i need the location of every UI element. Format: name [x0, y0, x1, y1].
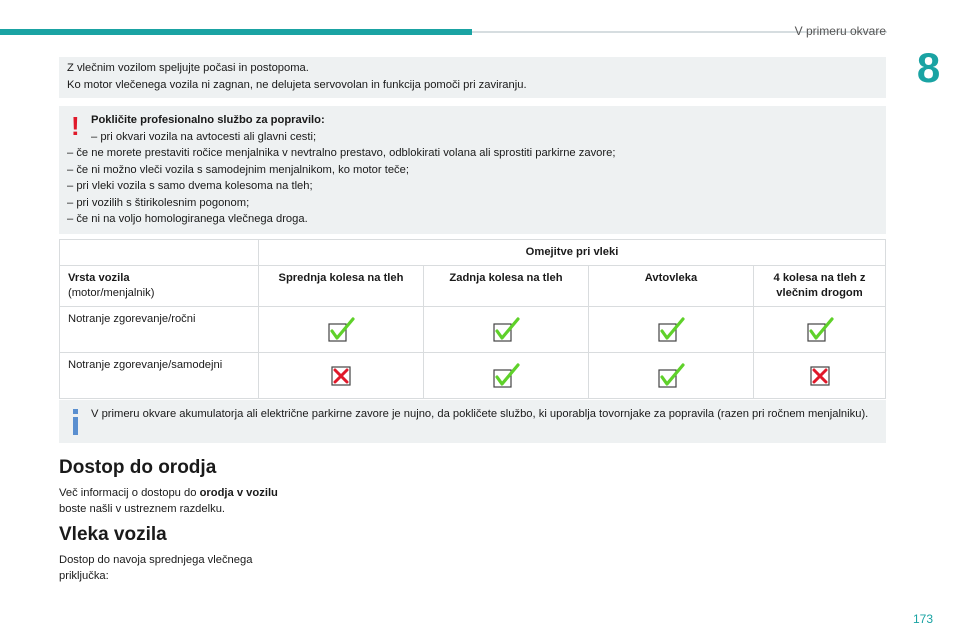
check-icon: [491, 317, 521, 343]
table-icon-cell: [259, 353, 424, 399]
table-row: [60, 307, 886, 353]
cross-icon: [809, 365, 831, 387]
cross-icon: [330, 365, 352, 387]
table-header-row: [60, 266, 886, 307]
page-number: 173: [912, 612, 933, 626]
section-title-tow: Vleka vozila: [59, 524, 167, 545]
warning-item: – če ne morete prestaviti ročice menjalnika v nevtralno prestavo, odblokirati volana ali sprostiti parkirne zavore;: [67, 147, 616, 159]
check-icon: [491, 363, 521, 389]
check-icon: [326, 317, 356, 343]
table-icon-cell: [589, 353, 754, 399]
info-text: V primeru okvare akumulatorja ali električne parkirne zavore je nujno, da pokličete službo, ki uporablja tovornjake za popravila (razen pri ročnem menjalniku).: [91, 408, 869, 420]
info-icon: [73, 409, 79, 435]
column-header-rear-wheels: Zadnja kolesa na tleh: [424, 266, 589, 307]
note-warning: [59, 106, 886, 234]
towing-restrictions-table: [59, 239, 886, 399]
running-header: V primeru okvare: [794, 24, 886, 38]
warning-item: – pri vleki vozila s samo dvema kolesoma na tleh;: [67, 180, 313, 192]
check-icon: [656, 363, 686, 389]
section-title-tools: Dostop do orodja: [59, 457, 217, 478]
note-info: [59, 400, 886, 443]
tools-text-before: Več informacij o dostopu do: [59, 487, 200, 499]
warning-item: – če ni na voljo homologiranega vlečnega droga.: [67, 213, 308, 225]
check-icon: [805, 317, 835, 343]
table-icon-cell: [754, 307, 886, 353]
header-accent-bar: [0, 29, 472, 35]
table-corner-cell: [60, 240, 259, 266]
table-group-header: Omejitve pri vleki: [259, 240, 886, 266]
column-header-front-wheels: Sprednja kolesa na tleh: [259, 266, 424, 307]
table-icon-cell: [424, 353, 589, 399]
check-icon: [656, 317, 686, 343]
warning-item: – pri okvari vozila na avtocesti ali glavni cesti;: [91, 130, 317, 143]
note-plain-line-2: Ko motor vlečenega vozila ni zagnan, ne delujeta servovolan in funkcija pomoči pri zaviranju.: [67, 78, 527, 91]
row-header-title: Vrsta vozila: [68, 272, 130, 284]
section-text-tools: [59, 485, 319, 517]
row-header-subtitle: (motor/menjalnik): [68, 287, 155, 299]
table-row-header: [60, 266, 259, 307]
section-text-tow: Dostop do navoja sprednjega vlečnega priključka:: [59, 554, 253, 582]
tools-text-link: orodja v vozilu: [199, 487, 278, 499]
table-icon-cell: [754, 353, 886, 399]
note-plain-line-1: Z vlečnim vozilom speljujte počasi in postopoma.: [67, 62, 309, 74]
table-row: [60, 353, 886, 399]
column-header-four-wheels: 4 kolesa na tleh z vlečnim drogom: [754, 266, 886, 307]
table-group-header-row: [60, 240, 886, 266]
table-icon-cell: [424, 307, 589, 353]
warning-exclamation-icon: !: [71, 111, 80, 141]
warning-item: – če ni možno vleči vozila s samodejnim menjalnikom, ko motor teče;: [67, 163, 409, 176]
table-icon-cell: [259, 307, 424, 353]
tools-text-after: boste našli v ustreznem razdelku.: [59, 503, 226, 515]
table-row-label: Notranje zgorevanje/ročni: [60, 307, 259, 353]
column-header-tow-truck: Avtovleka: [589, 266, 754, 307]
table-row-label: Notranje zgorevanje/samodejni: [60, 353, 259, 399]
note-plain: [59, 57, 886, 98]
warning-item: – pri vozilih s štirikolesnim pogonom;: [67, 196, 250, 209]
warning-heading: Pokličite profesionalno službo za popravilo:: [91, 114, 325, 126]
table-icon-cell: [589, 307, 754, 353]
chapter-badge: 8: [916, 44, 941, 91]
